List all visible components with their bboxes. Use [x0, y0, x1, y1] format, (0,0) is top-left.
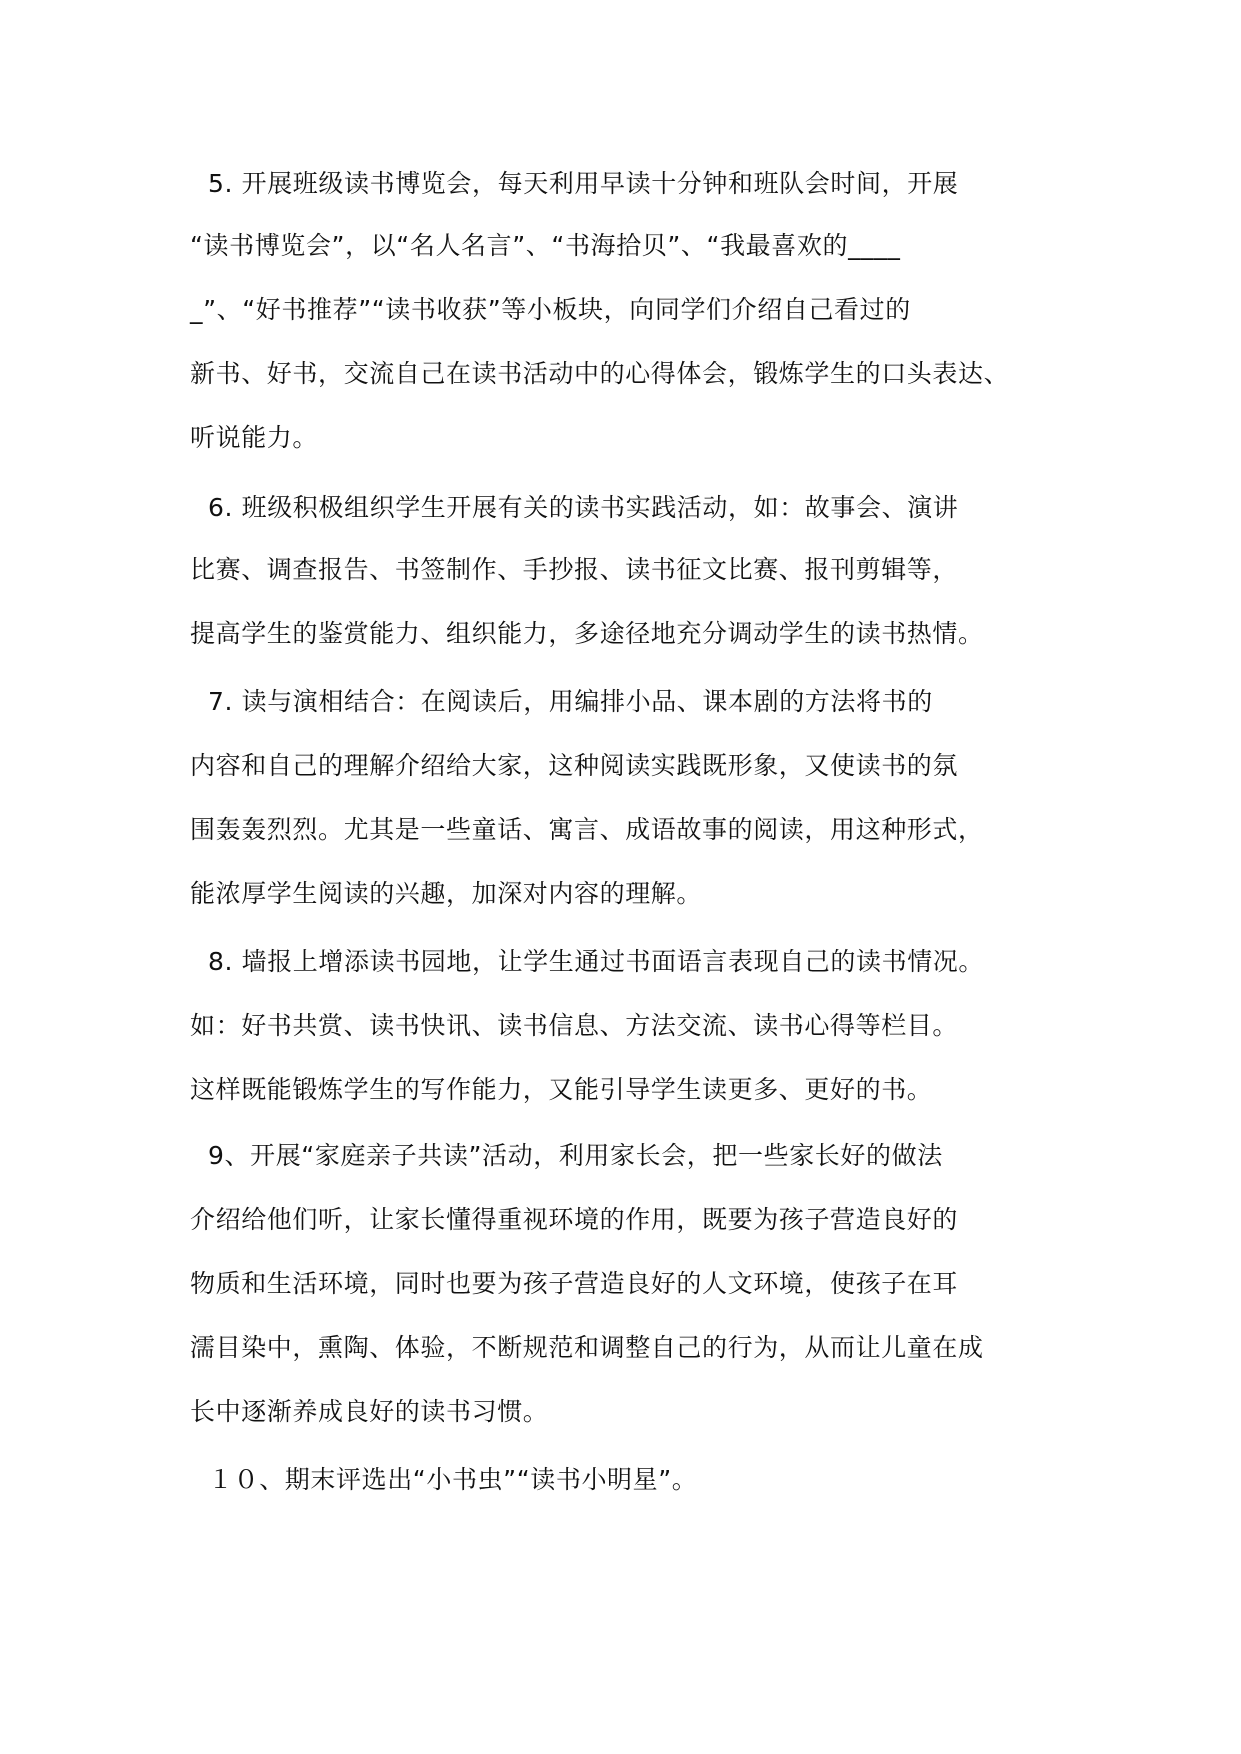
text-line: 濡目染中，熏陶、体验，不断规范和调整自己的行为，从而让儿童在成 [190, 1333, 984, 1362]
text-line: 围轰轰烈烈。尤其是一些童话、寓言、成语故事的阅读，用这种形式， [190, 815, 984, 844]
text-line: 5. 开展班级读书博览会，每天利用早读十分钟和班队会时间，开展 [208, 169, 959, 198]
text-line: 听说能力。 [190, 423, 319, 452]
text-line: 7. 读与演相结合：在阅读后，用编排小品、课本剧的方法将书的 [208, 687, 933, 716]
text-line: 新书、好书，交流自己在读书活动中的心得体会，锻炼学生的口头表达、 [190, 359, 1010, 388]
text-line: “读书博览会”，以“名人名言”、“书海拾贝”、“我最喜欢的____ [190, 231, 901, 260]
text-line: 物质和生活环境，同时也要为孩子营造良好的人文环境，使孩子在耳 [190, 1269, 959, 1298]
text-line: 9、开展“家庭亲子共读”活动，利用家长会，把一些家长好的做法 [208, 1141, 943, 1170]
text-line: 如：好书共赏、读书快讯、读书信息、方法交流、读书心得等栏目。 [190, 1011, 959, 1040]
text-line: 介绍给他们听，让家长懂得重视环境的作用，既要为孩子营造良好的 [190, 1205, 959, 1234]
text-line: 内容和自己的理解介绍给大家，这种阅读实践既形象，又使读书的氛 [190, 751, 959, 780]
text-line: 长中逐渐养成良好的读书习惯。 [190, 1397, 549, 1426]
text-line: 6. 班级积极组织学生开展有关的读书实践活动，如：故事会、演讲 [208, 493, 959, 522]
text-line: 8. 墙报上增添读书园地，让学生通过书面语言表现自己的读书情况。 [208, 947, 985, 976]
text-line: 这样既能锻炼学生的写作能力，又能引导学生读更多、更好的书。 [190, 1075, 933, 1104]
text-line: １０、期末评选出“小书虫”“读书小明星”。 [208, 1465, 698, 1494]
text-line: 比赛、调查报告、书签制作、手抄报、读书征文比赛、报刊剪辑等， [190, 555, 959, 584]
text-line: 能浓厚学生阅读的兴趣，加深对内容的理解。 [190, 879, 703, 908]
text-line: _”、“好书推荐”“读书收获”等小板块，向同学们介绍自己看过的 [190, 295, 911, 324]
text-line: 提高学生的鉴赏能力、组织能力，多途径地充分调动学生的读书热情。 [190, 619, 984, 648]
